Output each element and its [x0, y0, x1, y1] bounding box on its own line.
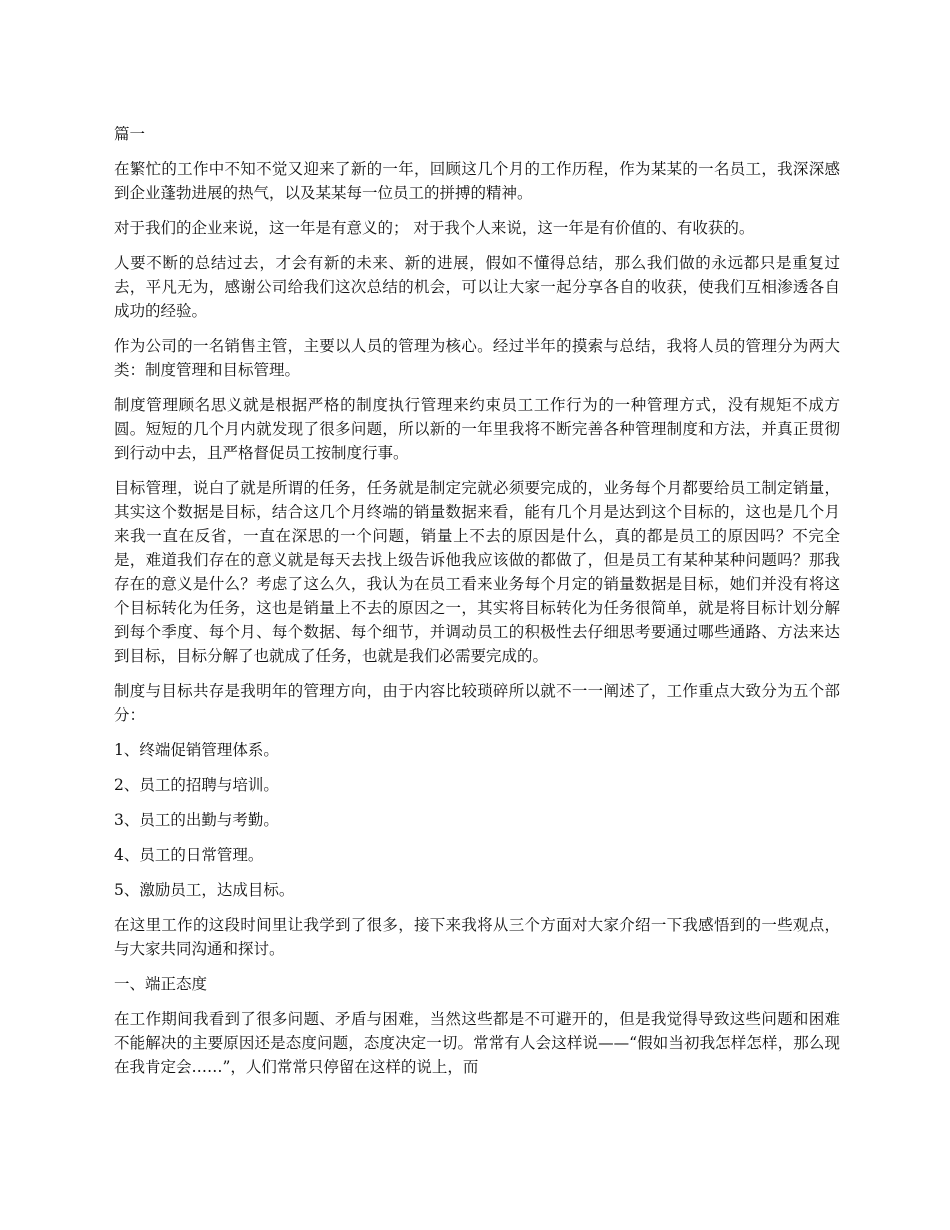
paragraph: 对于我们的企业来说，这一年是有意义的； 对于我个人来说，这一年是有价值的、有收获的。	[114, 219, 755, 237]
paragraph: 目标管理，说白了就是所谓的任务，任务就是制定完就必须要完成的，业务每个月都要给员工制定销量，其实这个数据是目标，结合这几个月终端的销量数据来看，能有几个月是达到这个目标的，这也是几个月来我一直在反省，一直在深思的一个问题，销量上不去的原因是什么，真的都是员工的原因吗？不完全是，难道我们存在的意义就是每天去找上级告诉他我应该做的都做了，但是员工有某种某种问题吗？那我存在的意义是什么？考虑了这么久，我认为在员工看来业务每个月定的销量数据是目标，她们并没有将这个目标转化为任务，这也是销量上不去的原因之一，其实将目标转化为任务很简单，就是将目标计划分解到每个季度、每个月、每个数据、每个细节，并调动员工的积极性去仔细思考要通过哪些通路、方法来达到目标，目标分解了也就成了任务，也就是我们必需要完成的。	[114, 479, 840, 665]
list-item: 4、员工的日常管理。	[114, 846, 264, 864]
subsection-heading: 一、端正态度	[114, 975, 208, 993]
list-item: 5、激励员工，达成目标。	[114, 881, 295, 899]
paragraph: 制度管理顾名思义就是根据严格的制度执行管理来约束员工工作行为的一种管理方式，没有规矩不成方圆。短短的几个月内就发现了很多问题，所以新的一年里我将不断完善各种管理制度和方法，并真正贯彻到行动中去，且严格督促员工按制度行事。	[114, 396, 840, 462]
paragraph: 在繁忙的工作中不知不觉又迎来了新的一年，回顾这几个月的工作历程，作为某某的一名员工，我深深感到企业蓬勃进展的热气，以及某某每一位员工的拼搏的精神。	[114, 160, 840, 202]
list-item: 2、员工的招聘与培训。	[114, 776, 279, 794]
document-page	[114, 122, 840, 1090]
paragraph: 作为公司的一名销售主管，主要以人员的管理为核心。经过半年的摸索与总结，我将人员的管理分为两大类：制度管理和目标管理。	[114, 337, 840, 379]
paragraph: 人要不断的总结过去，才会有新的未来、新的进展，假如不懂得总结，那么我们做的永远都只是重复过去，平凡无为，感谢公司给我们这次总结的机会，可以让大家一起分享各自的收获，使我们互相渗透各自成功的经验。	[114, 254, 840, 320]
section-heading: 篇一	[114, 125, 146, 143]
paragraph: 在这里工作的这段时间里让我学到了很多，接下来我将从三个方面对大家介绍一下我感悟到的一些观点，与大家共同沟通和探讨。	[114, 916, 840, 958]
paragraph: 在工作期间我看到了很多问题、矛盾与困难，当然这些都是不可避开的，但是我觉得导致这些问题和困难不能解决的主要原因还是态度问题，态度决定一切。常常有人会这样说——“假如当初我怎样怎样，那么现在我肯定会……”，人们常常只停留在这样的说上，而	[114, 1010, 840, 1076]
list-item: 3、员工的出勤与考勤。	[114, 811, 279, 829]
list-item: 1、终端促销管理体系。	[114, 741, 279, 759]
paragraph: 制度与目标共存是我明年的管理方向，由于内容比较琐碎所以就不一一阐述了，工作重点大致分为五个部分：	[114, 682, 840, 724]
